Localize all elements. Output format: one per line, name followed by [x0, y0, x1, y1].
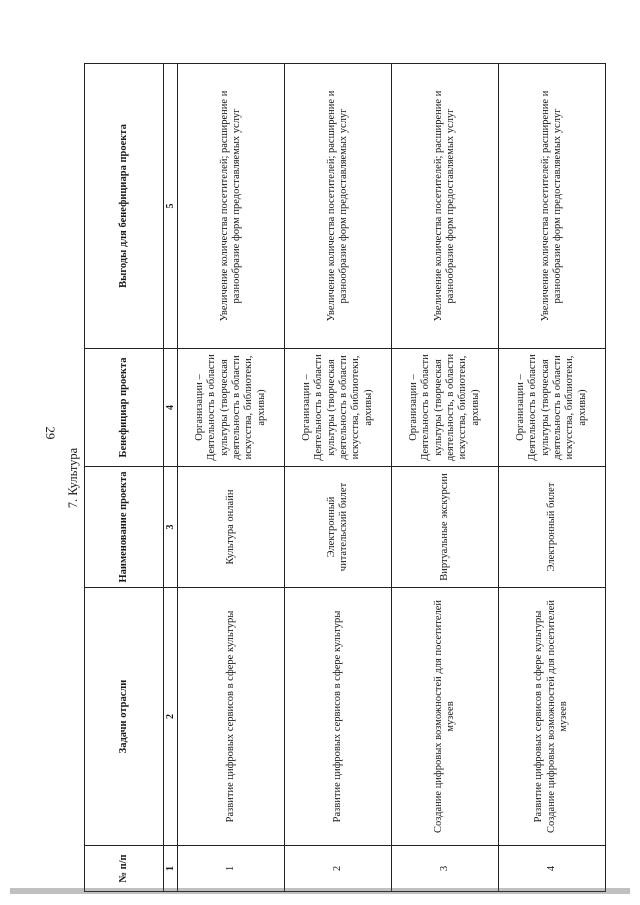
header-beneficiary: Бенефициар проекта	[85, 349, 164, 467]
row-beneficiary: Организации – Деятельность в области культуры (творческая деятельность в области искусства, библиотеки, архивы)	[285, 349, 392, 467]
row-num: 4	[499, 846, 606, 892]
row-beneficiary: Организации – Деятельность в области культуры (творческая деятельность в области искусства, библиотеки, архивы)	[178, 349, 285, 467]
col-number: 1	[164, 846, 178, 892]
col-number: 4	[164, 349, 178, 467]
column-number-row	[164, 64, 178, 892]
table-header-row	[85, 64, 164, 892]
row-task: Развитие цифровых сервисов в сфере культуры Создание цифровых возможностей для посетителей музеев	[499, 588, 606, 846]
culture-projects-table	[84, 63, 606, 892]
row-task: Развитие цифровых сервисов в сфере культуры	[178, 588, 285, 846]
col-number: 3	[164, 467, 178, 588]
col-number: 2	[164, 588, 178, 846]
row-task: Создание цифровых возможностей для посетителей музеев	[392, 588, 499, 846]
row-beneficiary: Организации – Деятельность в области культуры (творческая деятельность в области искусства, библиотеки, архивы)	[499, 349, 606, 467]
header-task: Задачи отрасли	[85, 588, 164, 846]
row-project: Электронный билет	[499, 467, 606, 588]
row-project: Культура онлайн	[178, 467, 285, 588]
header-project: Наименование проекта	[85, 467, 164, 588]
table-row	[178, 64, 285, 892]
table-row	[392, 64, 499, 892]
header-benefit: Выгоды для бенефициара проекта	[85, 64, 164, 349]
col-number: 5	[164, 64, 178, 349]
rotated-table-block	[66, 64, 613, 892]
scan-edge-bar	[10, 888, 630, 894]
row-benefit: Увеличение количества посетителей; расширение и разнообразие форм предоставляемых услуг	[392, 64, 499, 349]
row-num: 3	[392, 846, 499, 892]
table-row	[285, 64, 392, 892]
row-benefit: Увеличение количества посетителей; расширение и разнообразие форм предоставляемых услуг	[285, 64, 392, 349]
section-title: 7. Культура	[66, 447, 80, 509]
row-project: Электронный читательский билет	[285, 467, 392, 588]
row-num: 2	[285, 846, 392, 892]
row-num: 1	[178, 846, 285, 892]
page-number: 29	[43, 426, 58, 440]
row-beneficiary: Организации – Деятельность в области культуры (творческая деятельность, в области искусства, библиотеки, архивы)	[392, 349, 499, 467]
row-project: Виртуальные экскурсии	[392, 467, 499, 588]
header-num: № п/п	[85, 846, 164, 892]
row-benefit: Увеличение количества посетителей; расширение и разнообразие форм предоставляемых услуг	[499, 64, 606, 349]
row-benefit: Увеличение количества посетителей; расширение и разнообразие форм предоставляемых услуг	[178, 64, 285, 349]
table-row	[499, 64, 606, 892]
row-task: Развитие цифровых сервисов в сфере культуры	[285, 588, 392, 846]
